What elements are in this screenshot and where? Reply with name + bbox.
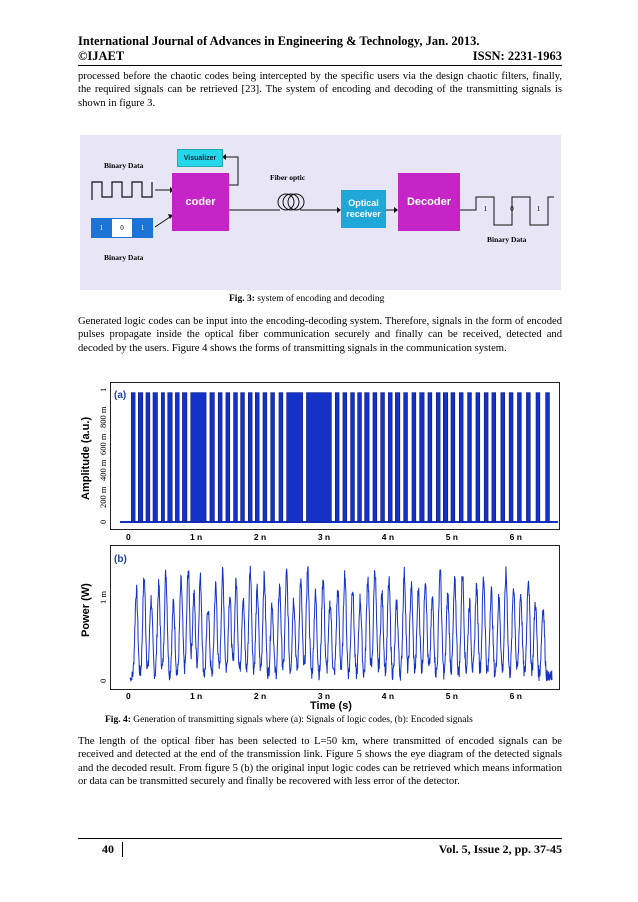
panel-a-pulse [175, 393, 179, 522]
panel-a-pulse [373, 393, 377, 522]
page-header [78, 34, 562, 64]
visualizer-block: Visualizer [177, 149, 223, 167]
panel-a-pulse [255, 393, 259, 522]
panel-a-pulse [279, 393, 283, 522]
panel-a-pulse [138, 393, 142, 522]
panel-b-ytick: 1 m [98, 591, 108, 605]
panel-b-encoded-signal [130, 566, 552, 681]
panel-a-pulse [526, 393, 530, 522]
panel-a-pulse [443, 393, 447, 522]
panel-b-xtick: 4 n [381, 691, 395, 701]
panel-a-xtick: 3 n [317, 532, 331, 542]
input-bit-2: 0 [112, 218, 133, 238]
paragraph-1: processed before the chaotic codes being intercepted by the specific users via the design chaotic filters, finally, the required signals can be retrieved [23]. The system of encoding and decoding of the transmitting signals is shown in figure 3. [78, 71, 562, 109]
panel-b-xtick: 1 n [189, 691, 203, 701]
coder-block: coder [172, 173, 229, 231]
paragraph-3: The length of the optical fiber has been selected to L=50 km, where transmitted of encoded signals can be received and detected at the end of the transmission link. Figure 5 shows the eye diagram of the detected signals and the decoded result. From figure 5 (b) the original input logic codes can be retrieved which means information or data can be transmitted securely and finally be recovered with less error of the detector. [78, 736, 562, 787]
figure-4-caption-label: Fig. 4: [105, 715, 131, 725]
output-bits [472, 205, 552, 213]
panel-a-pulse [388, 393, 392, 522]
volume-info: Vol. 5, Issue 2, pp. 37-45 [438, 842, 562, 856]
panel-a-pulse [546, 393, 550, 522]
panel-a-pulse [459, 393, 463, 522]
page-footer [78, 842, 562, 857]
panel-a-pulse [153, 393, 157, 522]
binary-data-output-label: Binary Data [487, 235, 527, 244]
figure-4-caption [105, 714, 473, 726]
panel-a-pulse [509, 393, 513, 522]
panel-a-pulse [451, 393, 455, 522]
panel-a-pulse [501, 393, 505, 522]
figure-4-plots [78, 382, 562, 710]
panel-a-pulse [436, 393, 440, 522]
fiber-optic-label: Fiber optic [270, 173, 306, 182]
panel-a-pulse [263, 393, 267, 522]
page-number: 40 [78, 842, 123, 857]
panel-a-pulse [161, 393, 164, 522]
fiber-coil-icon [278, 194, 304, 210]
panel-a-pulse [146, 393, 150, 522]
panel-a-ytick: 1 [98, 388, 108, 393]
panel-a-xtick: 1 n [189, 532, 203, 542]
panel-a-ytick: 400 m [98, 459, 108, 482]
panel-a-pulse [168, 393, 172, 522]
panel-a-pulse [287, 393, 303, 522]
panel-a-ytick: 600 m [98, 433, 108, 455]
panel-a-pulse [492, 393, 496, 522]
panel-b-xtick: 0 [126, 691, 131, 701]
optical-receiver-block [341, 190, 386, 228]
binary-input-waveform [92, 182, 152, 200]
input-bit-1: 1 [91, 218, 112, 238]
panel-b-ytick: 0 [98, 679, 108, 684]
panel-a-pulse [226, 393, 230, 522]
panel-b-xlabel: Time (s) [310, 700, 352, 712]
panel-a-pulse [234, 393, 238, 522]
panel-a-pulse [131, 393, 135, 522]
panel-a-pulse [351, 393, 355, 522]
panel-b-xtick: 6 n [509, 691, 522, 701]
panel-a-pulse [517, 393, 521, 522]
binary-data-bottom-label: Binary Data [104, 253, 144, 262]
panel-a-pulse [428, 393, 432, 522]
panel-a-pulse [395, 393, 399, 522]
output-bit-1: 1 [483, 205, 488, 213]
panel-a-pulse [248, 393, 252, 522]
panel-a-xtick: 6 n [509, 532, 522, 542]
panel-a-pulse [468, 393, 472, 522]
panel-a-pulse [218, 393, 222, 522]
panel-a-pulse [536, 393, 540, 522]
decoder-block: Decoder [398, 173, 460, 231]
panel-a-ytick: 200 m [98, 486, 108, 508]
panel-a-pulse [484, 393, 488, 522]
panel-a-pulse [365, 393, 369, 522]
optical-receiver-line2: receiver [346, 209, 381, 219]
header-rule [78, 65, 562, 66]
output-bit-3: 1 [536, 205, 541, 213]
panel-a-pulse [343, 393, 347, 522]
panel-a-pulse [476, 393, 480, 522]
panel-a-pulse [191, 393, 206, 522]
copyright: ©IJAET [78, 49, 125, 63]
output-bit-2: 0 [510, 205, 514, 213]
binary-input-bits [91, 218, 153, 238]
issn: ISSN: 2231-1963 [472, 49, 562, 63]
panel-a-pulse [241, 393, 245, 522]
journal-title: International Journal of Advances in Engineering & Technology, Jan. 2013. [78, 34, 480, 48]
panel-b-xtick: 2 n [253, 691, 267, 701]
panel-b-label: (b) [114, 554, 127, 565]
figure-3-caption [229, 293, 384, 305]
panel-a-pulse [420, 393, 424, 522]
panel-a-pulse [306, 393, 331, 522]
panel-a-pulse [412, 393, 416, 522]
panel-a-ylabel: Amplitude (a.u.) [80, 416, 92, 500]
panel-a-pulse [335, 393, 339, 522]
panel-a-xtick: 2 n [253, 532, 267, 542]
panel-a-xtick: 4 n [381, 532, 395, 542]
panel-a-pulse [182, 393, 186, 522]
panel-a-ytick: 0 [98, 520, 108, 525]
footer-rule [78, 838, 562, 839]
optical-receiver-line1: Optical [348, 198, 379, 208]
panel-a-pulse [358, 393, 362, 522]
panel-a-plot [110, 382, 560, 530]
panel-a-ytick: 800 m [98, 406, 108, 429]
panel-b-xtick: 3 n [317, 691, 331, 701]
panel-a-pulse [271, 393, 275, 522]
arrow-input-bottom [155, 217, 170, 227]
figure-3-caption-text: system of encoding and decoding [254, 294, 385, 304]
figure-3-diagram [80, 135, 561, 290]
panel-b-plot [110, 545, 560, 690]
panel-a-xtick: 5 n [445, 532, 458, 542]
figure-4-caption-text: Generation of transmitting signals where (a): Signals of logic codes, (b): Encoded signals [130, 715, 473, 725]
panel-b-xtick: 5 n [445, 691, 458, 701]
figure-3-caption-label: Fig. 3: [229, 294, 255, 304]
panel-a-pulse [381, 393, 385, 522]
panel-a-pulse [210, 393, 214, 522]
panel-a-xtick: 0 [126, 532, 131, 542]
panel-a-pulse [404, 393, 408, 522]
panel-a-label: (a) [114, 390, 127, 401]
binary-data-top-label: Binary Data [104, 161, 144, 170]
input-bit-3: 1 [132, 218, 153, 238]
panel-b-ylabel: Power (W) [80, 583, 92, 637]
paragraph-2: Generated logic codes can be input into the encoding-decoding system. Therefore, signals in the form of encoded pulses propagate inside the optical fiber communication securely and finally can be received, detected and decoded by the users. Figure 4 shows the forms of transmitting signals in the communication system. [78, 316, 562, 354]
